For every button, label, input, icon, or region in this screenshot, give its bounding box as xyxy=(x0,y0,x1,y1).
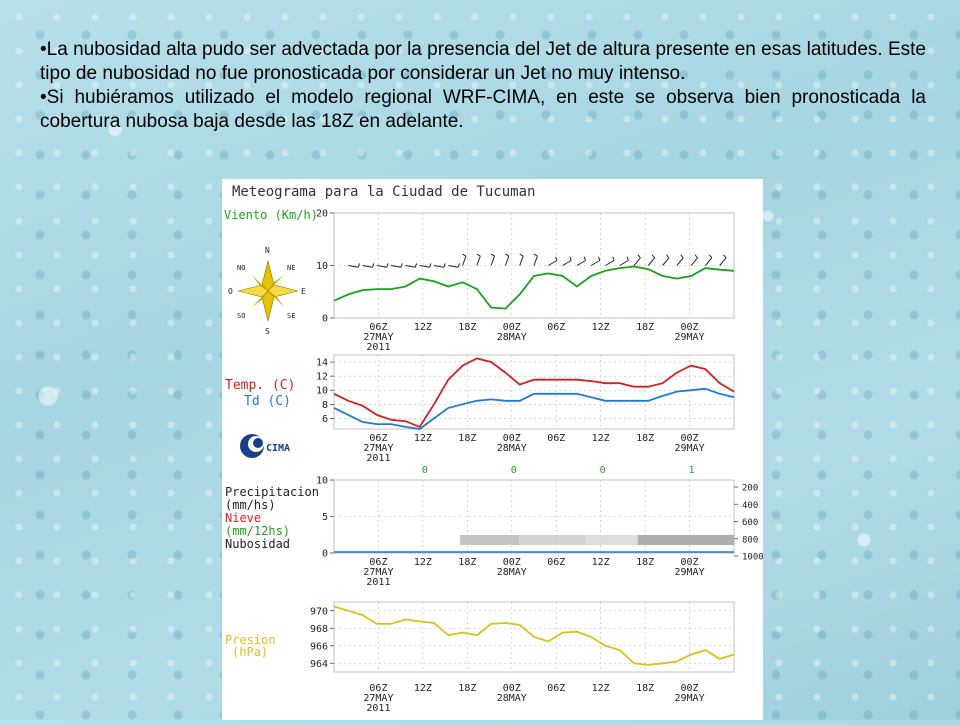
y-tick-label: 14 xyxy=(315,357,328,369)
x-tick-label: 18Z xyxy=(458,683,477,694)
x-tick-label: 18Z xyxy=(636,683,655,694)
cima-logo xyxy=(240,434,290,458)
right-tick-label: 800 xyxy=(742,535,759,546)
wind-barb-feather xyxy=(458,263,459,267)
wind-barb-feather xyxy=(387,263,388,267)
snow-value: 0 xyxy=(599,465,606,476)
y-tick-label: 20 xyxy=(315,208,328,220)
wind-barb-feather xyxy=(444,263,445,267)
wind-barb xyxy=(534,256,537,265)
wind-barb xyxy=(605,261,614,266)
wind-barb xyxy=(448,266,458,268)
compass-s: S xyxy=(265,327,270,336)
wind-barb-feather xyxy=(652,255,655,258)
wind-barb xyxy=(591,261,600,266)
x-tick-label: 06Z xyxy=(547,433,566,444)
year-label: 2011 xyxy=(366,703,391,714)
x-tick-label: 12Z xyxy=(591,557,610,568)
td-label: Td (C) xyxy=(244,394,291,409)
compass-ne: NE xyxy=(287,264,296,272)
compass-so: SO xyxy=(237,312,246,320)
wind-barb-feather xyxy=(430,263,431,267)
wind-barb-feather xyxy=(638,255,641,258)
year-label: 2011 xyxy=(366,342,391,353)
wind-label: Viento (Km/h) xyxy=(224,208,318,222)
x-tick-label: 12Z xyxy=(591,683,610,694)
wind-barb xyxy=(577,261,586,266)
wind-barb xyxy=(563,261,572,266)
wind-barb-feather xyxy=(666,255,669,258)
wind-barb-feather xyxy=(520,254,523,256)
wind-barb xyxy=(634,258,640,266)
x-tick-label: 12Z xyxy=(591,322,610,333)
series-line-3-0 xyxy=(334,606,734,665)
series-line-1-1 xyxy=(334,389,734,429)
y-tick-label: 0 xyxy=(321,313,328,325)
x-tick-label: 12Z xyxy=(413,433,432,444)
pressure-label: Presion xyxy=(225,633,276,647)
wind-barb-feather xyxy=(627,257,628,261)
compass-o: O xyxy=(228,287,233,296)
cloud-label: Nubosidad xyxy=(225,537,291,551)
wind-barb-feather xyxy=(613,257,614,261)
x-tick-label: 00Z xyxy=(680,433,699,444)
y-tick-label: 10 xyxy=(315,261,328,272)
wind-barb-feather xyxy=(401,263,402,267)
wind-barb-feather xyxy=(372,263,373,267)
date-label: 28MAY xyxy=(496,693,527,704)
y-tick-label: 6 xyxy=(321,413,328,425)
cima-logo-text: CIMA xyxy=(266,443,291,454)
x-tick-label: 12Z xyxy=(413,557,432,568)
x-tick-label: 18Z xyxy=(636,433,655,444)
wind-barb xyxy=(620,261,629,266)
x-tick-label: 00Z xyxy=(680,683,699,694)
wind-barb xyxy=(720,258,726,266)
date-label: 27MAY xyxy=(363,567,394,578)
right-tick-label: 400 xyxy=(742,500,759,511)
series-line-0-0 xyxy=(334,267,734,309)
x-tick-label: 18Z xyxy=(458,557,477,568)
x-tick-label: 06Z xyxy=(547,322,566,333)
wind-barb-feather xyxy=(505,254,508,256)
wind-barb xyxy=(691,258,697,266)
right-tick-label: 200 xyxy=(742,483,759,494)
date-label: 29MAY xyxy=(674,567,705,578)
x-tick-label: 12Z xyxy=(413,683,432,694)
x-tick-label: 18Z xyxy=(458,433,477,444)
wind-barb xyxy=(663,258,669,266)
right-tick-label: 1000 xyxy=(742,552,763,563)
x-tick-label: 00Z xyxy=(680,322,699,333)
chart-title: Meteograma para la Ciudad de Tucuman xyxy=(232,184,536,200)
date-label: 27MAY xyxy=(363,443,394,454)
cloud-band xyxy=(586,535,638,545)
snow-units-label: (mm/12hs) xyxy=(225,524,291,538)
wind-barb-feather xyxy=(477,254,480,256)
date-label: 29MAY xyxy=(674,693,705,704)
wind-barb xyxy=(648,258,654,266)
wind-barb xyxy=(705,258,711,266)
y-tick-label: 966 xyxy=(309,641,328,653)
compass-no: NO xyxy=(237,264,246,272)
x-tick-label: 06Z xyxy=(547,557,566,568)
x-tick-label: 06Z xyxy=(369,322,388,333)
wind-barb-feather xyxy=(724,255,727,258)
wind-barb xyxy=(520,256,523,265)
x-tick-label: 18Z xyxy=(636,557,655,568)
date-label: 28MAY xyxy=(496,567,527,578)
wind-barb-feather xyxy=(491,254,494,256)
wind-barb xyxy=(548,261,557,266)
x-tick-label: 06Z xyxy=(547,683,566,694)
x-tick-label: 00Z xyxy=(502,557,521,568)
y-tick-label: 0 xyxy=(321,548,328,560)
y-tick-label: 10 xyxy=(315,385,328,397)
wind-barb-feather xyxy=(695,255,698,258)
bullet-jet: •La nubosidad alta pudo ser advectada por la presencia del Jet de altura presente en esas latitudes. Este tipo de nubosidad no fue pronosticada por considerar un Jet no muy intenso. xyxy=(40,39,926,84)
x-tick-label: 00Z xyxy=(502,433,521,444)
wind-barb xyxy=(477,256,480,265)
x-tick-label: 12Z xyxy=(413,322,432,333)
x-tick-label: 12Z xyxy=(591,433,610,444)
wind-barb-feather xyxy=(570,257,571,261)
cloud-band xyxy=(519,535,586,545)
wind-barb xyxy=(505,256,508,265)
date-label: 29MAY xyxy=(674,332,705,343)
x-tick-label: 18Z xyxy=(458,322,477,333)
cloud-band xyxy=(638,535,734,545)
x-tick-label: 06Z xyxy=(369,683,388,694)
y-tick-label: 968 xyxy=(309,623,328,635)
wind-barb xyxy=(491,256,494,265)
x-tick-label: 06Z xyxy=(369,557,388,568)
bullet-wrf: •Si hubiéramos utilizado el modelo regional WRF-CIMA, en este se observa bien pronosticada la cobertura nubosa baja desde las 18Z en adelante. xyxy=(40,87,926,132)
wind-barb-feather xyxy=(709,255,712,258)
y-tick-label: 970 xyxy=(309,606,328,618)
right-tick-label: 600 xyxy=(742,518,759,528)
meteogram xyxy=(222,179,763,720)
y-tick-label: 10 xyxy=(315,475,328,487)
wind-barb-feather xyxy=(358,263,359,267)
wind-barb-feather xyxy=(534,254,537,256)
precip-units-label: (mm/hs) xyxy=(225,498,276,512)
compass-n: N xyxy=(265,246,270,255)
wind-barb-feather xyxy=(681,255,684,258)
wind-barb-feather xyxy=(463,254,466,256)
y-tick-label: 12 xyxy=(315,371,328,383)
year-label: 2011 xyxy=(366,577,391,588)
x-tick-label: 00Z xyxy=(680,557,699,568)
x-tick-label: 06Z xyxy=(369,433,388,444)
x-tick-label: 00Z xyxy=(502,683,521,694)
wind-barb xyxy=(348,266,358,268)
date-label: 28MAY xyxy=(496,332,527,343)
y-tick-label: 8 xyxy=(321,399,328,411)
temp-label: Temp. (C) xyxy=(225,378,296,393)
wind-barb-feather xyxy=(584,257,585,261)
x-tick-label: 00Z xyxy=(502,322,521,333)
date-label: 27MAY xyxy=(363,332,394,343)
x-tick-label: 18Z xyxy=(636,322,655,333)
snow-value: 1 xyxy=(688,465,695,476)
compass-rose-icon xyxy=(228,246,306,336)
compass-e: E xyxy=(301,287,306,296)
date-label: 29MAY xyxy=(674,443,705,454)
wind-barb-feather xyxy=(556,257,557,261)
compass-se: SE xyxy=(287,312,296,320)
wind-barb-feather xyxy=(415,263,416,267)
date-label: 27MAY xyxy=(363,693,394,704)
pressure-units-label: (hPa) xyxy=(232,645,269,659)
precip-label: Precipitacion xyxy=(225,485,319,499)
wind-barb xyxy=(463,256,466,265)
y-tick-label: 964 xyxy=(309,658,328,670)
snow-value: 0 xyxy=(421,465,428,476)
cloud-band xyxy=(460,535,519,545)
date-label: 28MAY xyxy=(496,443,527,454)
wind-barb xyxy=(434,266,444,268)
slide-text xyxy=(40,38,926,134)
wind-barb xyxy=(677,258,683,266)
meteogram-svg xyxy=(222,179,763,720)
wind-barb-feather xyxy=(598,257,599,261)
snow-label: Nieve xyxy=(225,511,262,525)
snow-value: 0 xyxy=(510,465,517,476)
year-label: 2011 xyxy=(366,453,391,464)
y-tick-label: 5 xyxy=(321,512,328,523)
